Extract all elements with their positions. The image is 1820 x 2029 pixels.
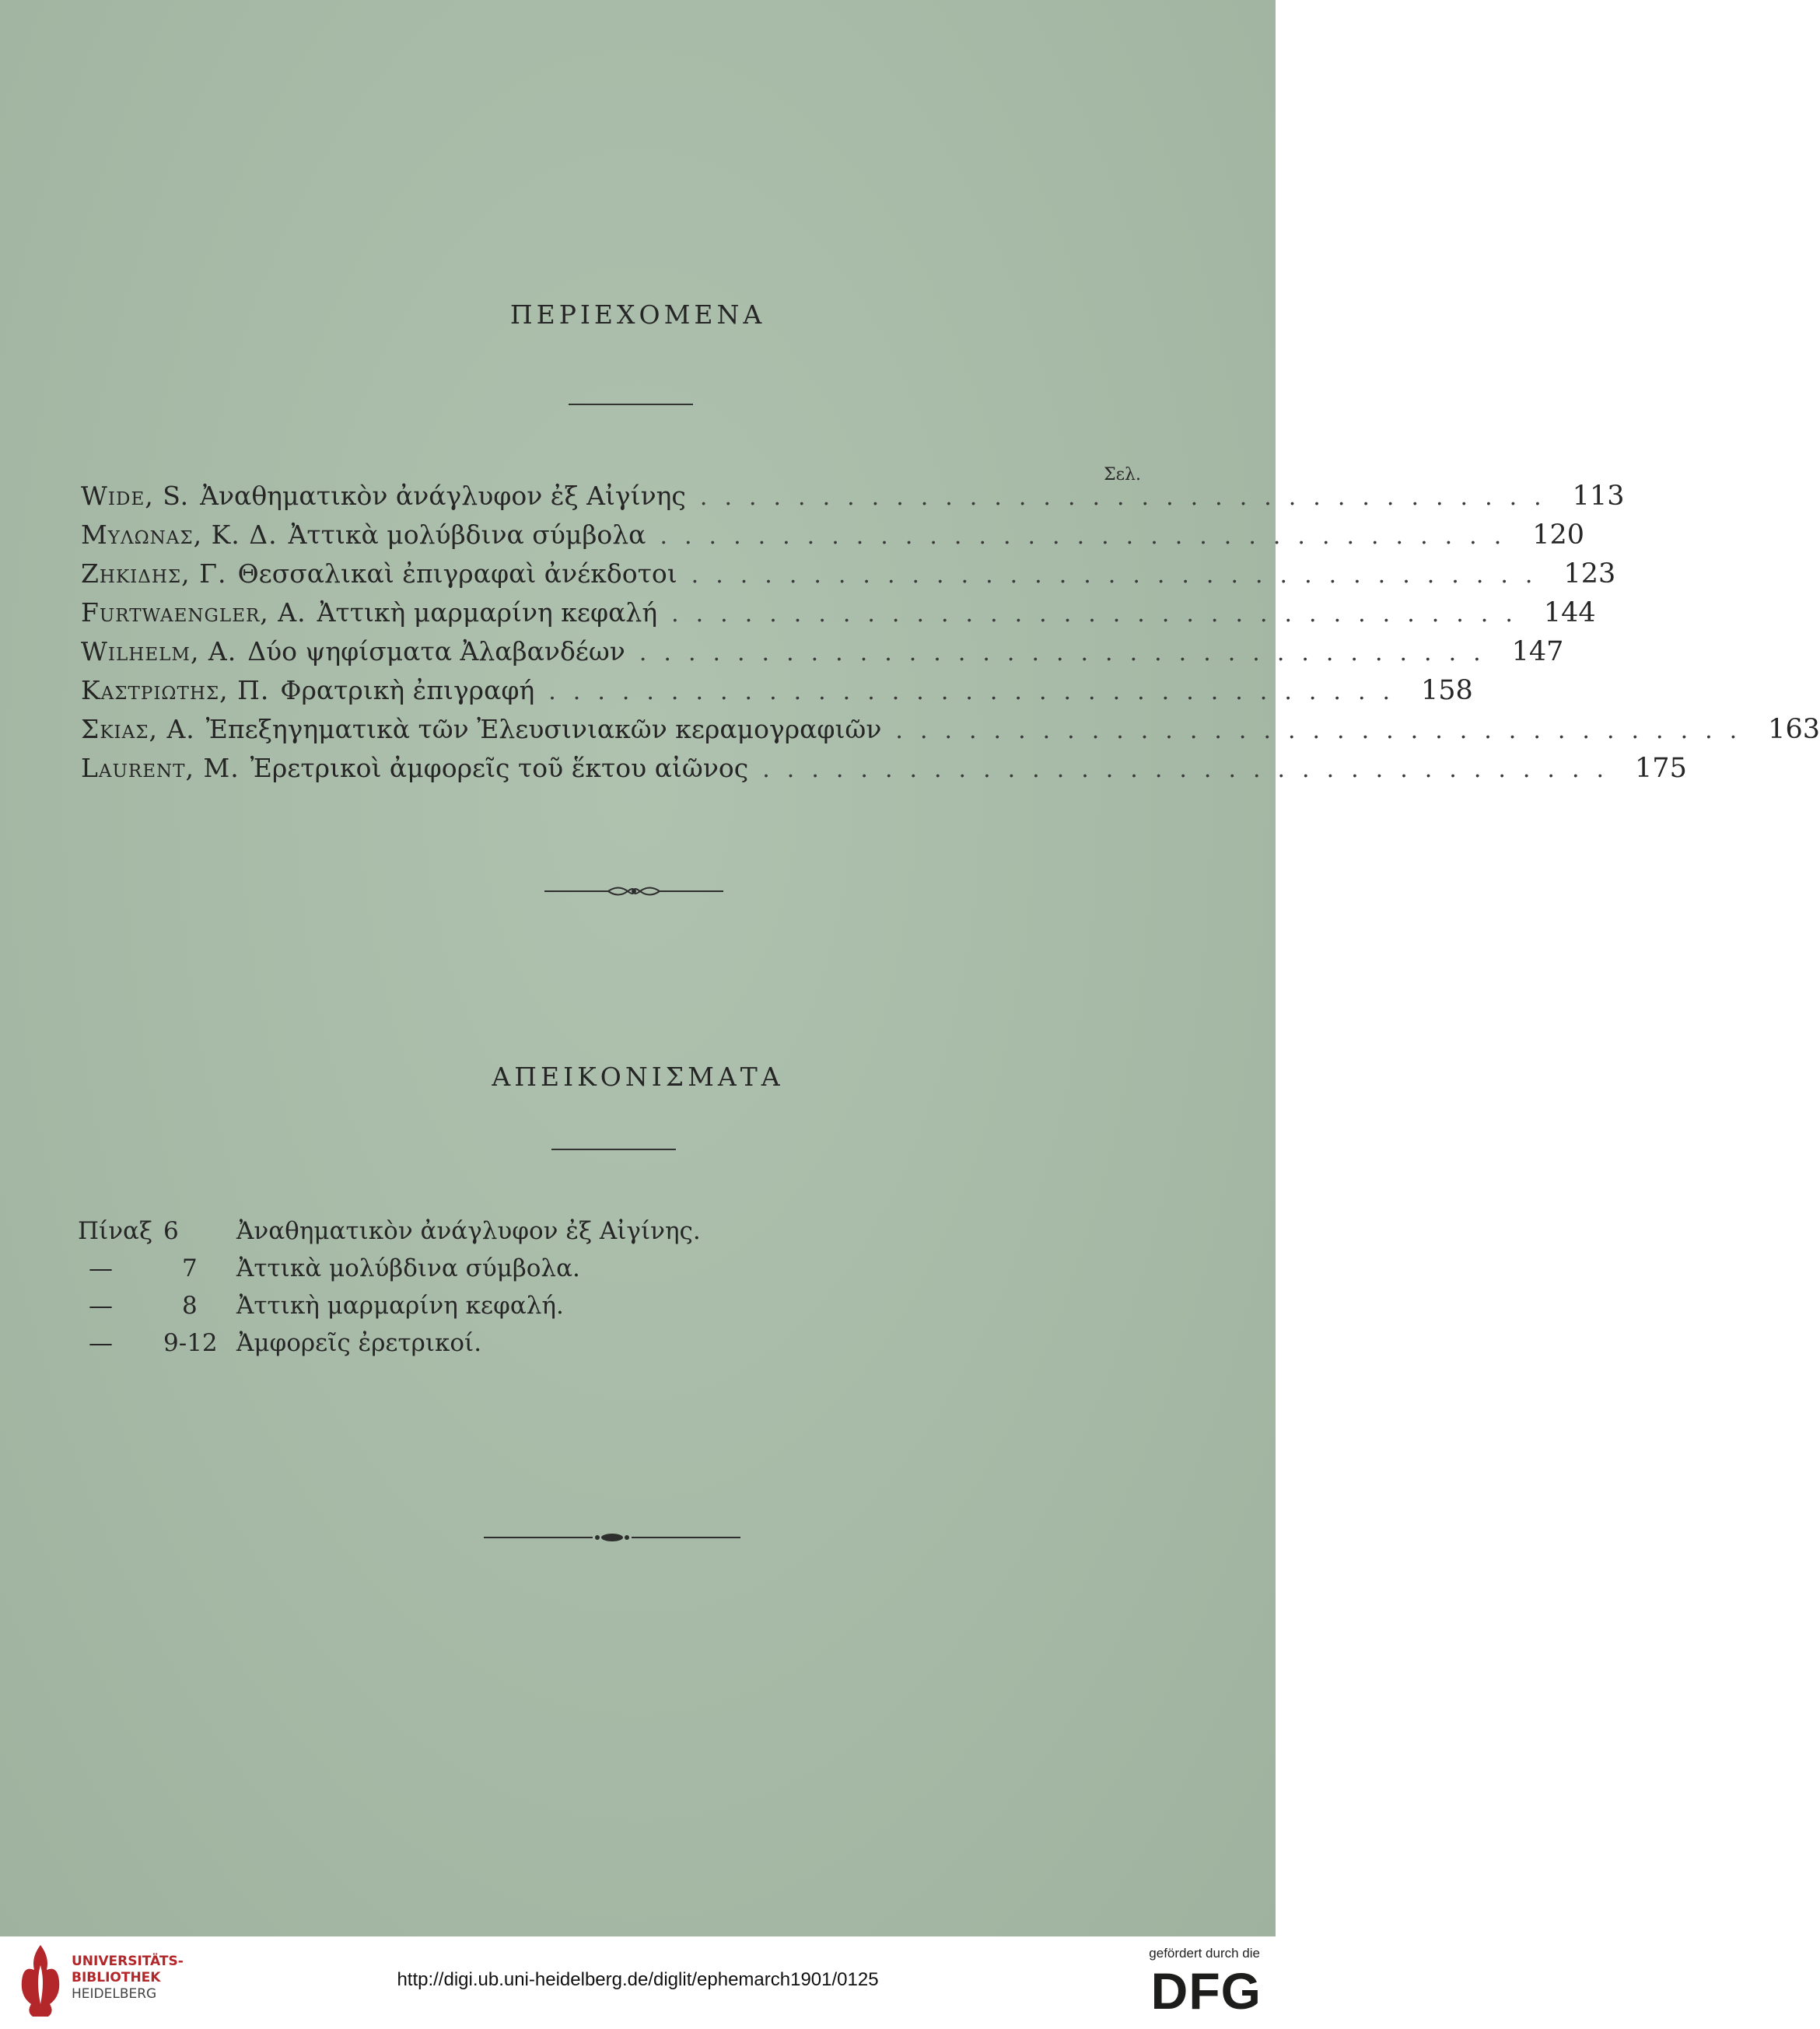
ornament-divider	[544, 882, 723, 901]
source-url[interactable]: http://digi.ub.uni-heidelberg.de/diglit/ephemarch1901/0125	[397, 1969, 879, 1990]
toc-page: 158	[1421, 675, 1473, 706]
dot-leader: ...................................	[895, 717, 1755, 744]
illustrations-rule	[551, 1149, 676, 1150]
plate-label: —	[89, 1329, 113, 1357]
toc-author: Wilhelm, A.	[81, 636, 237, 666]
toc-page: 120	[1532, 519, 1585, 551]
toc-author: Laurent, M.	[81, 753, 240, 783]
plate-number: 6	[163, 1217, 179, 1245]
plate-number: 7	[182, 1254, 198, 1282]
plate-number: 8	[182, 1292, 198, 1320]
toc-page: 163	[1768, 714, 1820, 745]
toc-title: Ἀττικὰ μολύβδινα σύμβολα	[288, 519, 646, 550]
toc-title: Φρατρικὴ ἐπιγραφή	[280, 675, 535, 705]
toc-entry	[81, 714, 1820, 753]
dot-leader: ...................................	[639, 639, 1498, 666]
toc-entry	[81, 675, 1473, 714]
dot-leader: ...................................	[660, 523, 1519, 550]
library-line-3: HEIDELBERG	[72, 1986, 157, 2002]
plate-entry	[78, 1292, 701, 1329]
toc-title: Δύο ψηφίσματα Ἀλαβανδέων	[247, 636, 625, 666]
end-ornament	[484, 1531, 740, 1544]
plate-description: Ἀμφορεῖς ἐρετρικοί.	[236, 1329, 482, 1357]
toc-author: Σκιας, Α.	[81, 714, 195, 744]
library-line-1: UNIVERSITÄTS-	[72, 1954, 184, 1969]
toc-entry	[81, 558, 1616, 597]
toc-title: Θεσσαλικαὶ ἐπιγραφαὶ ἀνέκδοτοι	[237, 558, 677, 589]
toc-title: Ἀττικὴ μαρμαρίνη κεφαλή	[317, 597, 658, 628]
toc-page: 113	[1572, 481, 1625, 512]
plate-number: 9-12	[163, 1329, 218, 1357]
toc-entry	[81, 519, 1585, 558]
library-line-2: BIBLIOTHEK	[72, 1970, 161, 1985]
toc-title: Ἐπεξηγηματικὰ τῶν Ἐλευσινιακῶν κεραμογραφιῶν	[205, 714, 882, 744]
contents-list	[81, 481, 1820, 792]
plate-entry	[78, 1329, 701, 1366]
funded-by-text: gefördert durch die	[1149, 1946, 1260, 1961]
plate-description: Ἀναθηματικὸν ἀνάγλυφον ἐξ Αἰγίνης.	[236, 1217, 701, 1245]
toc-page: 175	[1635, 753, 1687, 784]
heading-rule	[569, 404, 693, 405]
plate-description: Ἀττικὰ μολύβδινα σύμβολα.	[236, 1254, 580, 1282]
toc-author: Wide, S.	[81, 481, 190, 511]
toc-author: Μυλωνας, Κ. Δ.	[81, 519, 278, 550]
dfg-logo: DFG	[1150, 1962, 1262, 2020]
toc-entry	[81, 753, 1687, 792]
dot-leader: ...................................	[548, 678, 1408, 705]
dot-leader: ...................................	[699, 484, 1559, 511]
toc-page: 144	[1543, 597, 1596, 628]
toc-entry	[81, 597, 1596, 636]
contents-heading: ΠΕΡΙΕΧΟΜΕΝΑ	[509, 299, 766, 330]
toc-author: Ζηκιδης, Γ.	[81, 558, 227, 589]
toc-author: Furtwaengler, A.	[81, 597, 306, 628]
dot-leader: ...................................	[671, 600, 1530, 628]
plate-label: Πίναξ	[78, 1217, 153, 1245]
page-column-label: Σελ.	[1104, 465, 1141, 485]
plate-description: Ἀττικὴ μαρμαρίνη κεφαλή.	[236, 1292, 564, 1320]
dot-leader: ...................................	[691, 561, 1550, 589]
illustrations-heading: ΑΠΕΙΚΟΝΙΣΜΑΤΑ	[492, 1062, 784, 1092]
plate-label: —	[89, 1254, 113, 1282]
plate-entry	[78, 1254, 701, 1292]
toc-title: Ἐρετρικοὶ ἀμφορεῖς τοῦ ἕκτου αἰῶνος	[250, 753, 749, 783]
toc-page: 123	[1563, 558, 1616, 589]
toc-title: Ἀναθηματικὸν ἀνάγλυφον ἐξ Αἰγίνης	[200, 481, 686, 511]
toc-entry	[81, 481, 1625, 519]
plates-list	[78, 1217, 701, 1366]
toc-author: Καστριωτης, Π.	[81, 675, 270, 705]
dot-leader: ...................................	[762, 756, 1622, 783]
plate-label: —	[89, 1292, 113, 1320]
toc-page: 147	[1511, 636, 1564, 667]
plate-entry	[78, 1217, 701, 1254]
toc-entry	[81, 636, 1564, 675]
